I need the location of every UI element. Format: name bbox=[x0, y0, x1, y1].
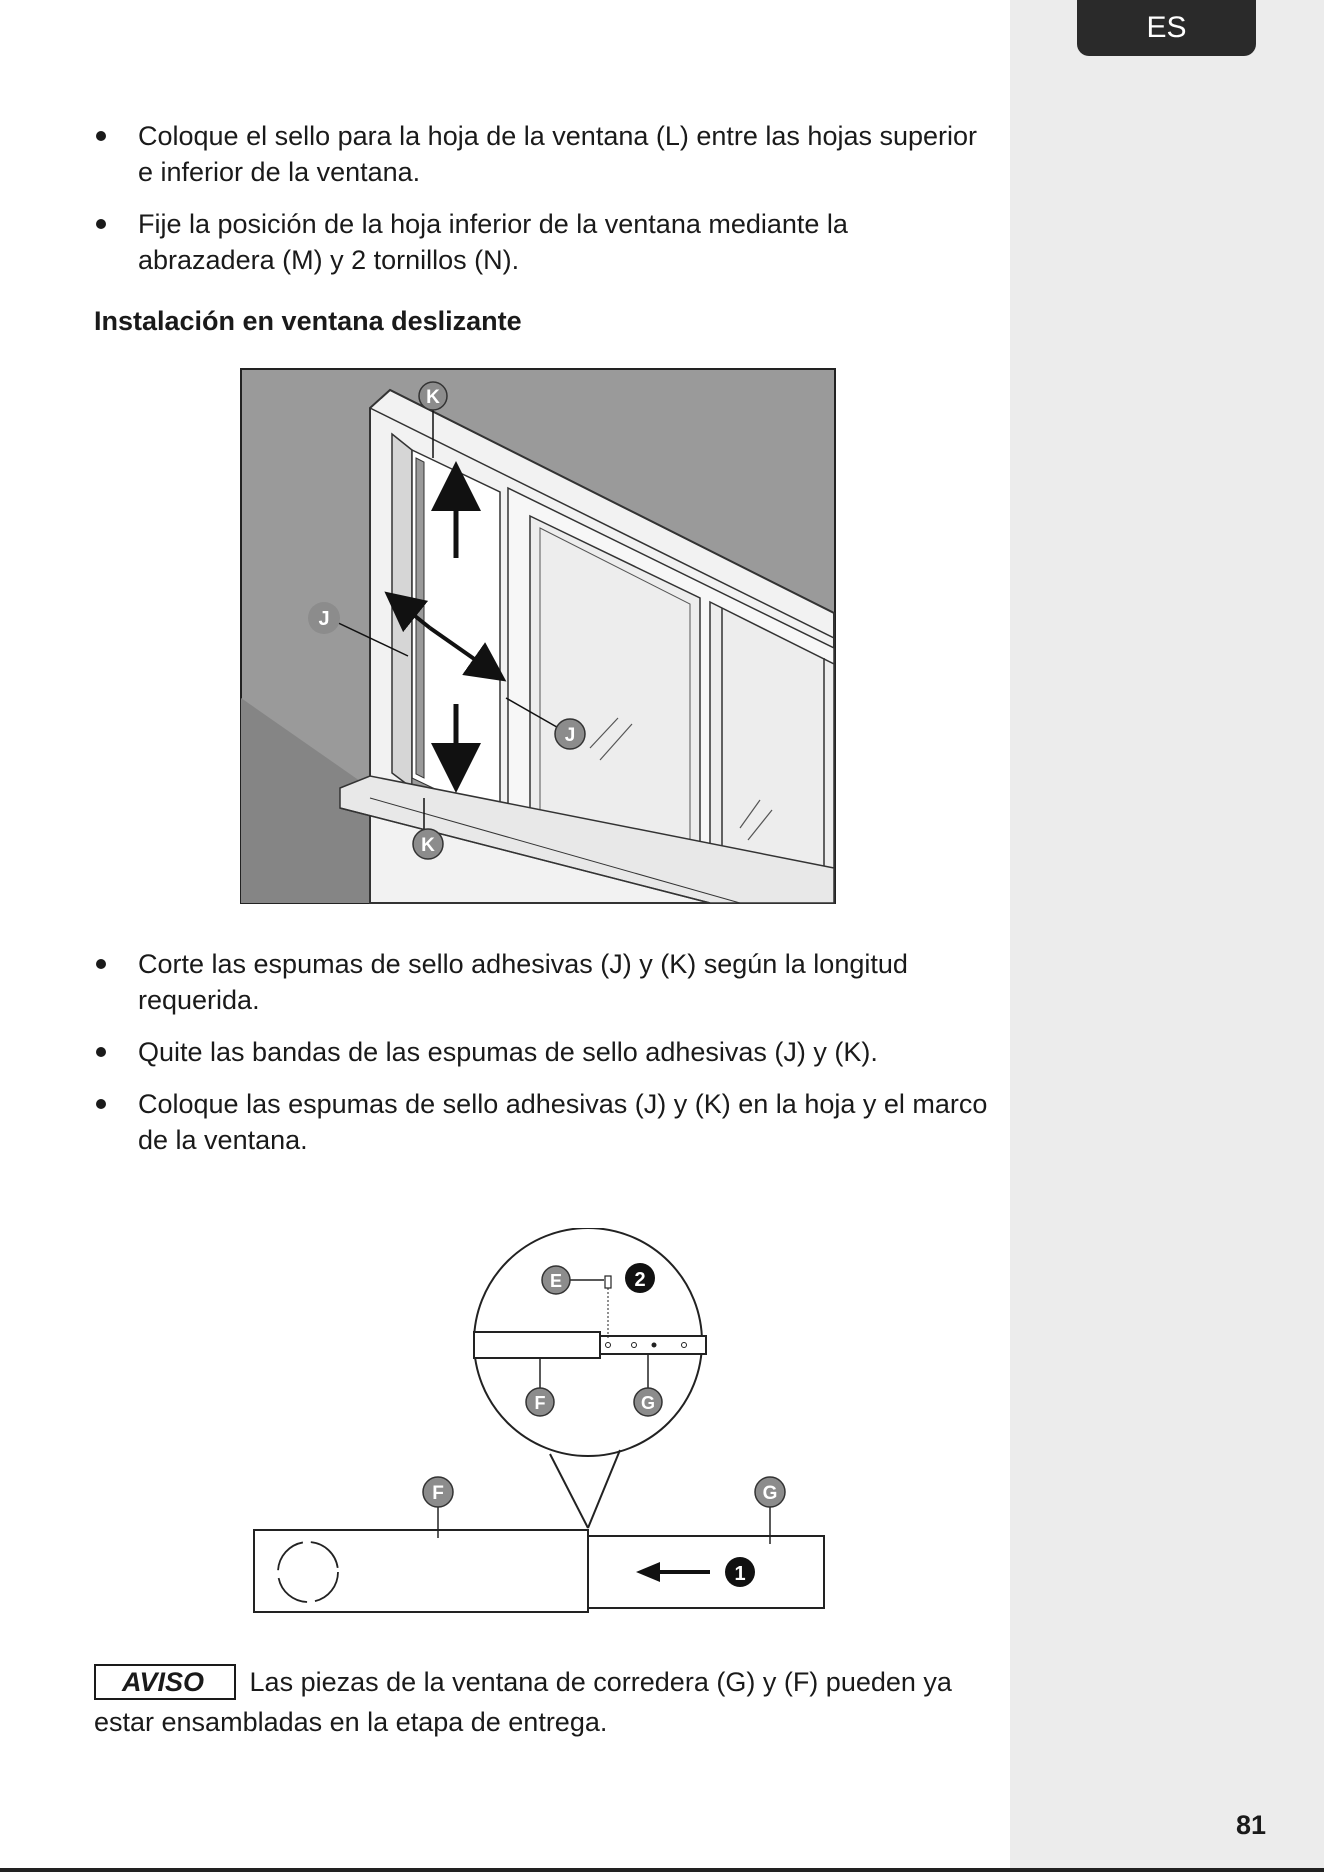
svg-text:2: 2 bbox=[634, 1269, 646, 1291]
label-j-right bbox=[555, 719, 585, 749]
list-item: Fije la posición de la hoja inferior de la ventana mediante la abrazadera (M) y 2 tornillos (N). bbox=[90, 206, 990, 278]
list-item: Quite las bandas de las espumas de sello adhesivas (J) y (K). bbox=[90, 1034, 990, 1070]
label-j-left bbox=[308, 602, 340, 634]
list-item: Corte las espumas de sello adhesivas (J) y (K) según la longitud requerida. bbox=[90, 946, 990, 1018]
svg-text:J: J bbox=[564, 725, 576, 746]
step-2-badge bbox=[625, 1263, 655, 1293]
svg-text:1: 1 bbox=[734, 1563, 746, 1585]
right-sidebar-band bbox=[1010, 0, 1324, 1868]
bottom-rule bbox=[0, 1868, 1324, 1872]
label-k-top bbox=[419, 382, 447, 410]
instruction-list-middle bbox=[90, 946, 990, 1174]
notice-label: AVISO bbox=[94, 1664, 236, 1700]
svg-text:J: J bbox=[318, 608, 330, 630]
svg-text:F: F bbox=[432, 1483, 444, 1504]
label-e bbox=[542, 1266, 570, 1294]
label-g bbox=[755, 1477, 785, 1507]
label-f bbox=[423, 1477, 453, 1507]
step-1-badge bbox=[725, 1557, 755, 1587]
label-g-zoom bbox=[634, 1388, 662, 1416]
svg-text:G: G bbox=[762, 1483, 778, 1504]
list-item: Coloque las espumas de sello adhesivas (J) y (K) en la hoja y el marco de la ventana. bbox=[90, 1086, 990, 1158]
svg-text:K: K bbox=[421, 835, 435, 856]
sliding-window-illustration bbox=[240, 368, 836, 904]
label-f-zoom bbox=[526, 1388, 554, 1416]
label-k-bottom bbox=[413, 829, 443, 859]
svg-text:K: K bbox=[426, 387, 440, 408]
adapter-assembly-illustration bbox=[250, 1228, 830, 1618]
svg-text:E: E bbox=[549, 1271, 563, 1291]
svg-text:F: F bbox=[534, 1393, 546, 1413]
svg-text:G: G bbox=[640, 1393, 656, 1413]
language-tab: ES bbox=[1077, 0, 1256, 56]
page-number: 81 bbox=[1236, 1810, 1267, 1840]
list-item: Coloque el sello para la hoja de la ventana (L) entre las hojas superior e inferior de la ventana. bbox=[90, 118, 990, 190]
section-heading: Instalación en ventana deslizante bbox=[94, 306, 522, 336]
instruction-list-top bbox=[90, 118, 990, 294]
notice-paragraph bbox=[94, 1662, 994, 1742]
notice-text: Las piezas de la ventana de corredera (G) y (F) pueden ya estar ensambladas en la etapa de entrega. bbox=[94, 1667, 952, 1737]
